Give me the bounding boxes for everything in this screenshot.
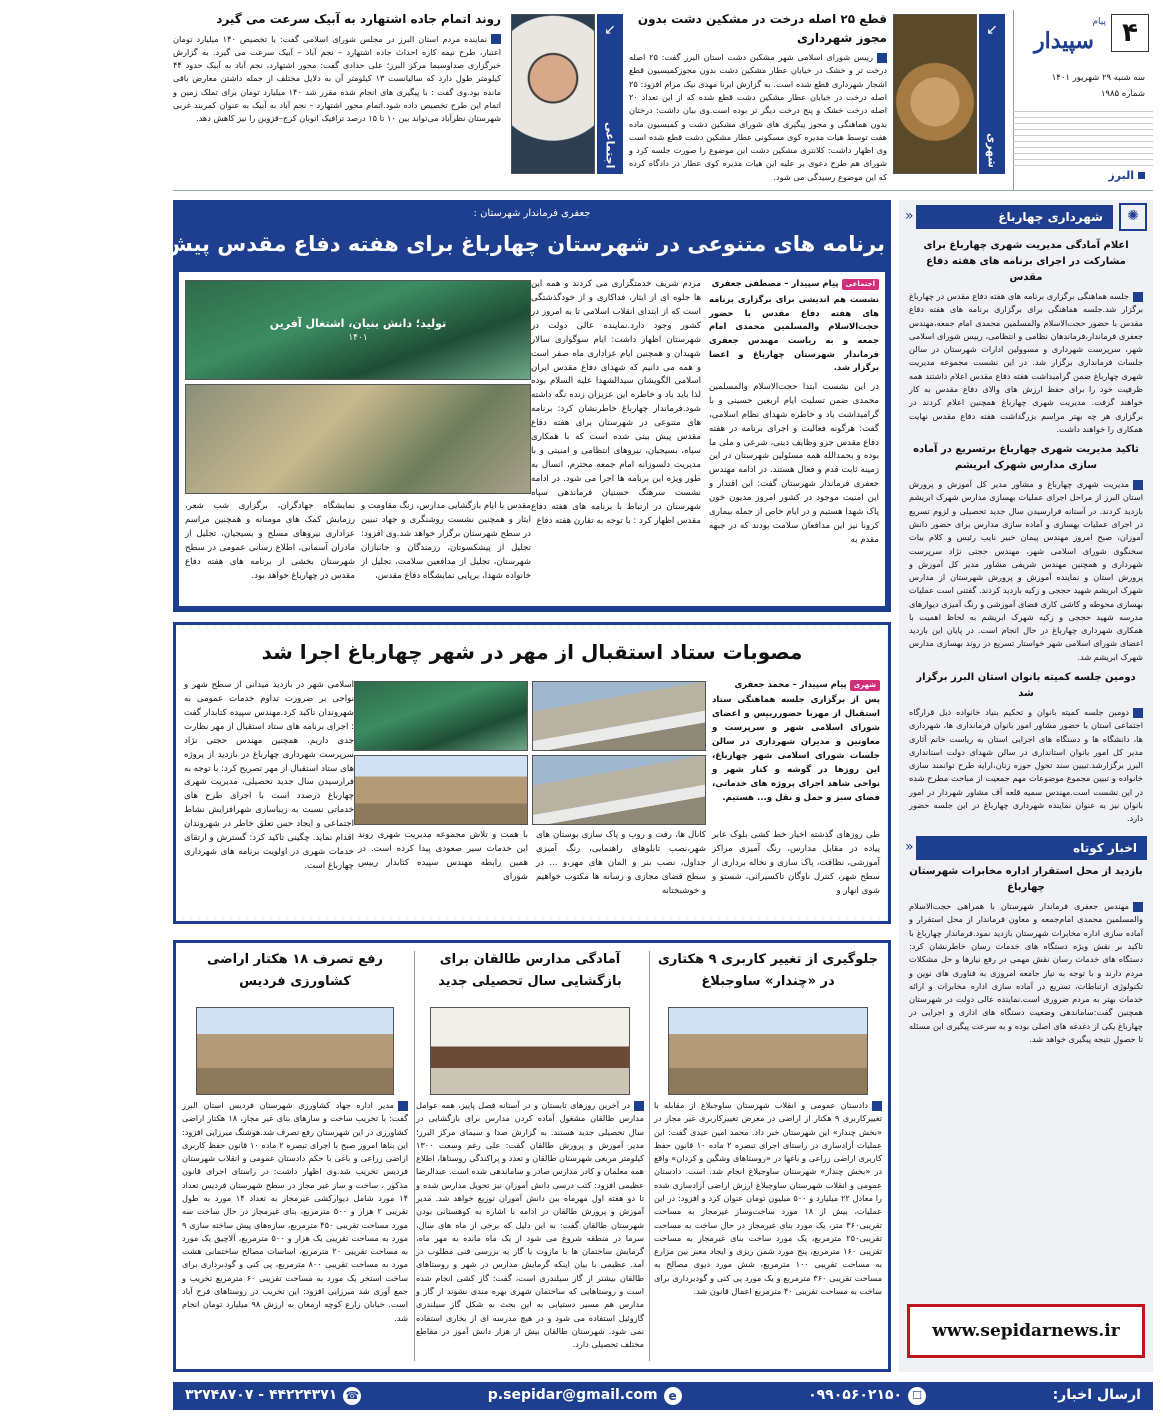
bullet-icon (1133, 292, 1143, 302)
short-news-header: اخبار کوتاه « (905, 836, 1147, 861)
bottom-article-1-title: جلوگیری از تغییر کاربری ۹ هکتاری در «چندار» ساوجبلاغ (657, 952, 879, 990)
sidebar-item-1-title: اعلام آمادگی مدیریت شهری چهارباغ برای مشارکت در اجرای برنامه های هفته دفاع مقدس (923, 240, 1129, 283)
page-number-box (1111, 14, 1149, 52)
sidebar-item-1-body: جلسه هماهنگی برگزاری برنامه های هفته دفاع مقدس در چهارباغ برگزار شد.جلسه هماهنگی برای برگزاری برنامه های هفته دفاع مقدس با حضور حجت‌الاسلام والمسلمین محمدی امام جمعه،مهندس جعفری فرماندار،فرماندهان نظامی و انتظامی، رییس شورای اسلامی شهر، سرپرست شهرداری و مسوولین ادارات شهرستان در سالن جلسات فرمانداری برگزار شد. در این نشست مجموعه مدیریت شهری چهارباغ ضمن گرامیداشت هفته دفاع مقدس اعلام داشتند همه ظرفیت خود را برای حفظ ارزش های والای دفاع مقدس به کار خواهند گرفت. مدیریت شهری چهارباغ همچنین اعلام کردند در برگزاری هر چه بهتر مراسم بزرگداشت هفته دفاع مقدس نهایت همکاری را خواهند داشت. (909, 291, 1143, 434)
main1-tag: اجتماعی (842, 279, 880, 290)
crosswalk-photo (532, 681, 706, 751)
footer-phone: ☎ ۳۲۷۴۸۷۰۷ - ۴۴۲۲۴۳۷۱ (185, 1385, 361, 1407)
sidebar-item-3-body: دومین جلسه کمیته بانوان و تحکیم بنیاد خانواده ذیل قرارگاه اجتماعی استان با حضور مشاور امور بانوان فرمانداری ها، شهرداری ها، دانشگاه ها و دستگاه های اجرایی استان به ریاست خانم آثاری مدیر کل امور بانوان استانداری در سالن شهدای دولت استانداری البرز برگزارشد.تبیین سند تحول حوزه زنان،ارایه طرح توانمند سازی خانواده و تبیین مجموع موضوعات مهم جمعیت از مباحث مطرح شده در این نشست است.مهندس سمیه قلعه آف مشاور شهردار در امور بانوان نیز به عنوان نماینده شهرداری چهارباغ در این جلسه حضور دارد. (909, 707, 1143, 824)
main2-byline: پیام سپیدار – محمد جعفری (734, 680, 847, 690)
square-icon (1138, 172, 1145, 179)
vertical-section-city: ↙ شهری (979, 14, 1005, 174)
main1-title: برنامه های متنوعی در شهرستان چهارباغ برای هفته دفاع مقدس پیش بینی شده است (0, 232, 885, 256)
park-photo (354, 681, 528, 751)
logo-main: سپیدار (1034, 27, 1094, 54)
short-news-title: بازدید از محل استقرار اداره مخابرات شهرستان چهارباغ (909, 866, 1143, 894)
main1-byline: پیام سپیدار – مصطفی جعفری (711, 279, 839, 289)
main2-col2: کانال ها، رفت و روب و پاک سازی بوستان های شهر،نصب تابلوهای راهنمایی، رنگ آمیزی جداول، نصب بنر و المان های مهر،و ... در سطح فضای مجازی و رسانه ها مکتوب خواهیم و خوشبختانه (536, 830, 706, 896)
main2-col3: با همت و تلاش مجموعه مدیریت شهری روند این خدمات سیر صعودی پیدا کرده است. در همین رابطه مهندس سپیده کتابدار رییس شورای (358, 830, 528, 882)
issue-date: سه شنبه ۲۹ شهریور ۱۴۰۱ (1051, 73, 1145, 83)
bullet-icon (491, 34, 501, 44)
logo (1022, 16, 1106, 52)
main-article-1 (0, 200, 891, 612)
arrow-down-left-icon: ↙ (604, 22, 616, 38)
column-divider (649, 951, 650, 1361)
footer-label: ارسال اخبار: (1052, 1387, 1141, 1404)
chevron-left-icon: « (905, 208, 914, 225)
bottom-article-3-title: رفع تصرف ۱۸ هکتار اراضی کشاورزی فردیس (206, 952, 384, 990)
main2-tag: شهری (850, 680, 880, 691)
bottom-article-2-body: در آخرین روزهای تابستان و در آستانه فصل پاییز، همه عوامل مدارس طالقان مشغول آماده کردن مدارس برای بازگشایی در سال تحصیلی جدید هستند. به گزارش صدا و سیمای مرکز البرز؛ مدیر آموزش و پرورش طالقان گفت: علی رغم وسعت ۱۳۰۰ کیلومتر مربعی شهرستان طالقان و تعدد و پراکندگی روستاها، اطلاع همه معلمان و کادر مدارس صادر و ساماندهی شده است. عبدالرضا عظیمی افزود: کتب درسی دانش آموزان نیز تحویل مدارس شده و تا دو هفته اول مهرماه بین دانش آموزان توزیع خواهد شد. مدیر آموزش و پرورش طالقان در ادامه با اشاره به کوهستانی بودن شهرستان طالقان گفت: به این دلیل که برخی از ماه های سال، سرما در منطقه شروع می شود از یک ماه مانده به مهر ماه، گرمایش ساختمان ها با مازوت یا گاز به بررسی فنی مطلوب در آمد. عظیمی با بیان اینکه گرمایش مدارس در شهر و روستاهای طالقان بیشتر از گاز سیلندری است، گفت: گاز کشی انجام شده است و روستاهایی که ساختمان شهری بهره مندی نشوند از گاز و مدارس هم مسیر دستیابی به این بحث به شکل گاز سیلندری گازوئیل استفاده می شود و در هیچ مدرسه ای از بخاری استفاده نمی شود. شهرستان طالقان بیش از هزار دانش آموز در مقاطع مختلف تحصیلی دارد. (416, 1100, 644, 1350)
short-news-body: مهندس جعفری فرماندار شهرستان با همراهی حجت‌الاسلام والمسلمین محمدی امام‌جمعه و معاون فرماندار از محل استقرار و آماده سازی اداره مخابرات شهرستان بازدید نمود.فرماندار چهارباغ با تاکید بر نقش ویژه دستگاه های خدمات رسان خاطرنشان کرد: دستگاه های خدمات رسان نقش مهمی در رفع نیازها و حل مشکلات مردم دارند و با توجه به نیاز جامعه امروزی به فناوری های نوین و تکنولوژی ارتباطات، تسریع در آماده سازی اداره مخابرات و ارائه خدمات بهتر به مردم ضروری است.نماینده عالی دولت در شهرستان همچنین گفت:ساماندهی وضعیت دستگاه های اداری و اجرایی در چهارباغ یکی از دغدغه های اصلی بوده و به سرعت پیگیری این مسئله تا حصول نتیجه پیگیری خواهد شد. (909, 901, 1143, 1044)
chevron-left-icon: « (905, 839, 914, 856)
top-divider (173, 190, 1153, 191)
bottom-article-3 (182, 949, 408, 1325)
masthead-lines (1013, 110, 1153, 166)
province-label: البرز (1108, 167, 1145, 184)
main-article-2 (173, 622, 891, 924)
bullet-icon (398, 1101, 408, 1111)
sidebar-header (899, 200, 1153, 234)
sidebar-header-label: شهرداری چهارباغ (916, 205, 1113, 230)
main1-lead: نشست هم اندیشی برای برگزاری برنامه های هفته دفاع مقدس با حضور حجت‌الاسلام والمسلمین محمدی امام جمعه و به ریاست مهندس جعفری فرماندار شهرستان چهارباغ و اعضا برگزار شد. (709, 294, 879, 373)
tree-article-body: رییس شورای اسلامی شهر مشکین دشت استان البرز گفت: ۲۵ اصله درخت تر و خشک در خیابان عطار مشکین دشت بدون مجوزکمیسیون قطع اشجار شهرداری قطع شده است. به گزارش ایرنا مهدی نیک مرام افزود: ۲۵ اصله درخت در خیابان عطار مشکین دشت قطع شده که از این تعداد ۲۰ اصله درخت خشک و پنج درخت دیگر تر بوده است.وی بیان داشت: درختان بدون هماهنگی و مجوز پیگیری های شورای مشکین دشت و کمیسیون ماده هفت توسط هیات مدیره کوی مسکونی عطار مشکین دشت قطع شده است وی اظهار داشت: کلانتری مشکین دشت این موضوع را صورت جلسه کرد و شورای هم طرح دعوی بر علیه این هیات مدیره کوی عطار در دادگاه کرده که این موضوع رسیدگی می شود. (629, 52, 887, 182)
loader-photo (354, 755, 528, 825)
main1-col1: در این نشست ابتدا حجت‌الاسلام والمسلمین محمدی ضمن تسلیت ایام اربعین حسینی و با گرامیداشت یاد و خاطره شهدای نظام اسلامی، گفت: هرگونه فعالیت و اجرای برنامه در هفته دفاع مقدس جزو وظایف دینی، شرعی و ملی ما بوده و بحمدالله همه مسئولین شهرستان در این زمینه ثابت قدم و فعال هستند. در ادامه مهندس جعفری فرماندار شهرستان گفت: این اقتدار و این امنیت موجود در کشور امروز مدیون خون پاک شهدا هستیم و در ایام خاص از جمله بیماری کرونا نیز این مدافعان سلامت بودند که در جبهه مقدم به (709, 381, 879, 545)
main1-body (179, 272, 885, 606)
logo-small: پیام (1092, 17, 1106, 27)
mobile-icon: ☐ (908, 1387, 926, 1405)
bullet-icon (877, 53, 887, 63)
phone-icon: ☎ (343, 1387, 361, 1405)
main2-lead-col (712, 679, 880, 806)
footer-sms: ☐ ۰۹۹۰۵۶۰۲۱۵۰ (808, 1385, 926, 1407)
footer-email[interactable]: e p.sepidar@gmail.com (488, 1385, 682, 1407)
main1-col4: نمایشگاه جهادگران، برگزاری شب شعر، رزمایش کمک های مومنانه و همچنین مراسم عزاداری نیروهای مسلح و بسیجیان، تجلیل از مادران آسمانی، اطلاع رسانی عمومی در سطح شهرستان بخشی از برنامه های هفته دفاع مقدس در چهارباغ خواهد بود. (185, 501, 355, 581)
bottom-article-2-title: آمادگی مدارس طالقان برای بازگشایی سال تحصیلی جدید (438, 952, 622, 990)
main2-title: مصوبات ستاد استقبال از مهر در شهر چهارباغ اجرا شد (180, 629, 884, 675)
main2-col1: طی روزهای گذشته اخیار خط کشی بلوک عابر پیاده در مقابل مدارس، رنگ آمیزی مراکز آموزشی، نظافت، پاک سازی و نخاله برداری از سطح شهر، کنترل ناوگان تاکسیرانی، شستو و شوی انهار و (712, 830, 880, 896)
arrow-down-left-icon: ↙ (986, 22, 998, 38)
road-article-body: نماینده مردم استان البرز در مجلس شورای اسلامی گفت: با تخصیص ۱۴۰ میلیارد تومان اعتبار، طرح نیمه کاره احداث جاده اشتهارد – نجم آباد – آبیک سرعت می گیرد. به گزارش خبرگزاری صداوسیما مرکز البرز؛ علی حدادی گفت: محور اشتهارد، نجم آباد به آبیک حدود ۴۴ کیلومتر طول دارد که سالیانست ۱۳ کیلومتر آن به دلایل مختلف از جمله داشتن معارض باقی مانده بود.وی گفت : با پیگیری های انجام شده مقرر شد ۱۴۰ میلیارد تومان برای تملک زمین و اتمام این طرح تخصیص داده شود.اتمام محور اشتهارد – نجم آباد به آبیک به عنوان کمربند غربی شهرستان نظرآباد می‌تواند بین ۱۰ تا ۱۵ درصد ترافیک اتوبان کرج–قزوین را نیز کاهش دهد. (173, 33, 501, 124)
sidebar (899, 200, 1153, 1372)
column-divider (414, 951, 415, 1361)
main1-col3: مقدس با ایام بازگشایی مدارس، زنگ مقاومت و ایثار و همچنین نشست روشنگری و جهاد تبیین در سطح شهرستان برگزار خواهد شد.وی افزود: تجلیل از پیشکسوتان، رزمندگان و جانبازان شهرستان، تجلیل از مدافعین سلامت، تجلیل از خانواده شهدا، برپایی نمایشگاه دفاع مقدس، (361, 501, 531, 581)
issue-number: شماره ۱۹۸۵ (1100, 89, 1145, 99)
bullet-icon (872, 1101, 882, 1111)
street-photo (532, 755, 706, 825)
bottom-article-1 (654, 949, 882, 1298)
bottom-article-3-body: مدیر اداره جهاد کشاورزی شهرستان فردیس استان البرز گفت: با تخریب ساخت و سازهای بنای غیر مجاز، ۱۸ هکتار اراضی کشاورزی در این شهرستان رفع تصرف شد.هوشنگ میرزایی افزود: این بنا‌ها امروز صبح با اجرای تبصره ۲ ماده ۱۰ قانون حفظ کاربری اراضی زراعی و باغی با حکم دادستان عمومی و انقلاب شهرستان فردیس تخریب شد.وی اظهار داشت: در راستای اجرای قانون مذکور ، ساخت و ساز غیر مجاز در سطح شهرستان فردیس تعداد ۱۴ مورد شامل دیوارکشی غیرمجاز به تعداد ۱۴ مورد به طول تقریبی ۲ هزار و ۵۰۰ مترمربع، بنای غیرمجاز در حال ساخت سه مورد مساحت تقریبی ۴۵۰ مترمربع، سازه‌های پیش ساخته سازی ۹ مورد به مساحت تقریبی یک هزار و ۵۰۰ مترمربع، آلاچیق یک مورد به مساحت تقریبی ۲۰ مترمربع، اساسات مصالح ساختمانی هشت مورد به مساحت تقریبی ۸۰۰ مترمربع، پی کنی و گودبرداری برای ساخت استخر یک مورد به مساحت تقریبی ۶۰ مترمربع تخریب و جمع آوری شد میرزایی افزود: این تخریب در روستاهای فرح آباد است. خیابان زارع کوچه ارمغان به ارزش ۹۸ میلیارد تومان انجام شد. (182, 1100, 409, 1323)
main2-lead: پس از برگزاری جلسه هماهنگی ستاد استقبال از مهربا حضوررییس و اعضای شورای اسلامی شهر و سرپرست و معاونین و مدیران شهرداری در سالن جلسات شورای اسلامی شهر چهارباغ، این روزها در گوشه و کنار شهر و نواحی شاهد اجرای پروژه های خدماتی، فضای سبز و حمل و نقل و... هستیم. (712, 695, 880, 803)
mp-portrait-photo (511, 14, 595, 174)
website-url[interactable]: www.sepidarnews.ir (932, 1320, 1120, 1341)
tree-stump-photo (893, 14, 977, 174)
road-article-title: روند اتمام جاده اشتهارد به آبیک سرعت می گیرد (216, 12, 501, 26)
road-article (173, 10, 501, 182)
website-banner[interactable] (907, 1304, 1145, 1358)
municipality-logo-icon: ✺ (1119, 203, 1147, 231)
main1-col2: مردم شریف خدمتگزاری می کردند و همه این ها جلوه ای از ایثار، فداکاری و از خودگذشتگی است که از ابتدای انقلاب اسلامی تا به امروز در کشور وجود دارد.نماینده عالی دولت در شهرستان اظهار داشت: ایام سوگواری سالار شهیدان و همچنین ایام عزاداری ماه صفر است و همه می دانیم که شهدای دفاع مقدس ایران اسلامی الگویشان سیدالشهدا علیه السلام بوده لذا باید یاد و خاطره این عزیزان زنده نگه داشته شود.فرماندار چهارباغ خاطرنشان کرد: برنامه های متنوعی در شهرستان برای هفته دفاع مقدس پیش بینی شده است که با همکاری سپاه، بسیجیان، نیروهای انتظامی و امنیتی و با مدیریت دلسوزانه امام جمعه محترم، انسال به طور ویژه این برنامه ها اجرا می شود. در ادامه نشست سرهنگ حسنیان فرماندهی سپاه شهرستان در ارتباط با برنامه های هفته دفاع مقدس اظهار کرد : با توجه به تقارن هفته دفاع (531, 279, 701, 526)
tree-article-title: قطع ۲۵ اصله درخت در مشکین دشت بدون مجوز شهرداری (637, 12, 887, 45)
classroom-photo (430, 1007, 630, 1095)
bottom-article-2 (416, 949, 644, 1351)
main2-col4: اسلامی شهر در بازدید میدانی از سطح شهر و نواحی بر ضرورت تداوم خدمات عمومی به شهروندان تاکید کرد.مهندس سپیده کتابدار گفت : اجرای برنامه های ستاد استقبال از مهر نظارت جدی داریم. همچنین مهندس حجتی نژاد سرپرست شهرداری چهارباغ در بازدید از پروژه های ستاد استقبال از مهر تصریح کرد: با توجه به فرارسیدن سال جدید تحصیلی، مدیریت شهری چهارباغ درصدد است با اجرای طرح های خدماتی نسبت به زیباسازی شهرافزایش نشاط اجتماعی و ایجاد حس تعلق خاطر در شهروندان اقدام نماید. چگینی تاکید کرد: گسترش و ارتقای خدمات شهری در اولویت برنامه های شهرداری چهارباغ است. (184, 680, 354, 871)
bottom-article-1-body: دادستان عمومی و انقلاب شهرستان ساوجبلاغ از مقابله با تغییرکاربری ۹ هکتار از اراضی در معرض تغییرکاربری غیر مجاز در «بخش چندار» این شهرستان خبر داد. محمد امین عیدی گفت: این عملیات آزادسازی در راستای اجرای تبصره ۲ ماده ۱۰ قانون حفظ کاربری اراضی زراعی و باغها در «روستاهای وشگین و کردان» واقع در «بخش چندار» شهرستان ساوجبلاغ انجام شد. است. دادستان عمومی و انقلاب شهرستان ساوجبلاغ ارزش اراضی آزادسازی شده را معادل ۲۲ میلیارد و ۵۰۰ میلیون تومان عنوان کرد و افزود: در این عملیات، بیش از ۱۸ مورد ساخت‌وساز غیرمجاز به مساحت تقریبی۳۶۰ متر، یک مورد بنای غیرمجاز در حال ساخت به مساحت تقریبی۲۵۰ مترمربع، یک مورد ساخت بنای غیرمجاز به مساحت تقریبی ۱۶۰ مترمربع، پنج مورد شمن ریزی و ایجاد معبر بین مزارع به مساحت تقریبی ۱۰۰ مترمربع، شش مورد دیوی مصالح به مساحت تقریبی ۳۶۰ مترمربع و یک مورد پی کنی و گودبرداری برای ساخت به مساحت تقریبی ۴۰ مترمربع اعمال قانون شد. (654, 1100, 882, 1296)
main1-kicker: جعفری فرماندار شهرستان : (473, 208, 591, 219)
bullet-icon (1133, 708, 1143, 718)
bullet-icon (1133, 480, 1143, 490)
meeting-photo-2 (185, 384, 531, 494)
sidebar-item-2-body: مدیریت شهری چهارباغ و مشاور مدیر کل آموزش و پرورش استان البرز از مراحل اجرای عملیات بهسازی مدارس شهرک ابریشم بازدید کردند. در آستانه فرارسیدن سال جدید تحصیلی و لزوم تسریع در اجرای عملیات بهسازی و آماده سازی مدارس برای حضور دانش آموزان، صبح امروز مهندس پیمان خبیر نایب رئیس و کلام بیات سخنگوی شورای اسلامی شهر، مهندس حجتی نژاد سرپرست شهرداری و همچنین مهندس شریفی مشاور مدیر کل آموزش و پرورش استان و نماینده آموزش و پرورش شهرستان از مدارس شهرک ابریشم شهید حججی و زکیه بازدید کردند. گفتنی است عملیات بهسازی محوطه و کاشی کاری فضای آموزشی و رنگ آمیزی دیوارهای مدرسه شهید حججی و زکیه شهرک ابریشم به لحاظ اهمیت با همکاری شهرداری چهارباغ در حال انجام است. در پایان این بازدید اعضای شورای اسلامی شهر خواستار تسریع در روند بهسازی مدارس شهرک ابریشم شد. (909, 479, 1143, 662)
sidebar-item-2-title: تاکید مدیریت شهری چهارباغ برتسریع در آماده سازی مدارس شهرک ابریشم (913, 444, 1139, 472)
page-number: ۴ (1122, 17, 1138, 48)
demolition-photo (196, 1007, 394, 1095)
main1-lead-col (709, 278, 879, 548)
footer (173, 1382, 1153, 1410)
farmland-photo (668, 1007, 868, 1095)
tree-article (629, 10, 887, 182)
bullet-icon (634, 1101, 644, 1111)
meeting-photo-1: تولید؛ دانش بنیان، اشتغال آفرین ۱۴۰۱ (185, 280, 531, 380)
email-icon: e (664, 1387, 682, 1405)
bullet-icon (1133, 902, 1143, 912)
sidebar-item-3-title: دومین جلسه کمیته بانوان استان البرز برگزار شد (916, 672, 1136, 700)
vertical-section-social: ↙ اجتماعی (597, 14, 623, 174)
bottom-articles (173, 940, 891, 1372)
